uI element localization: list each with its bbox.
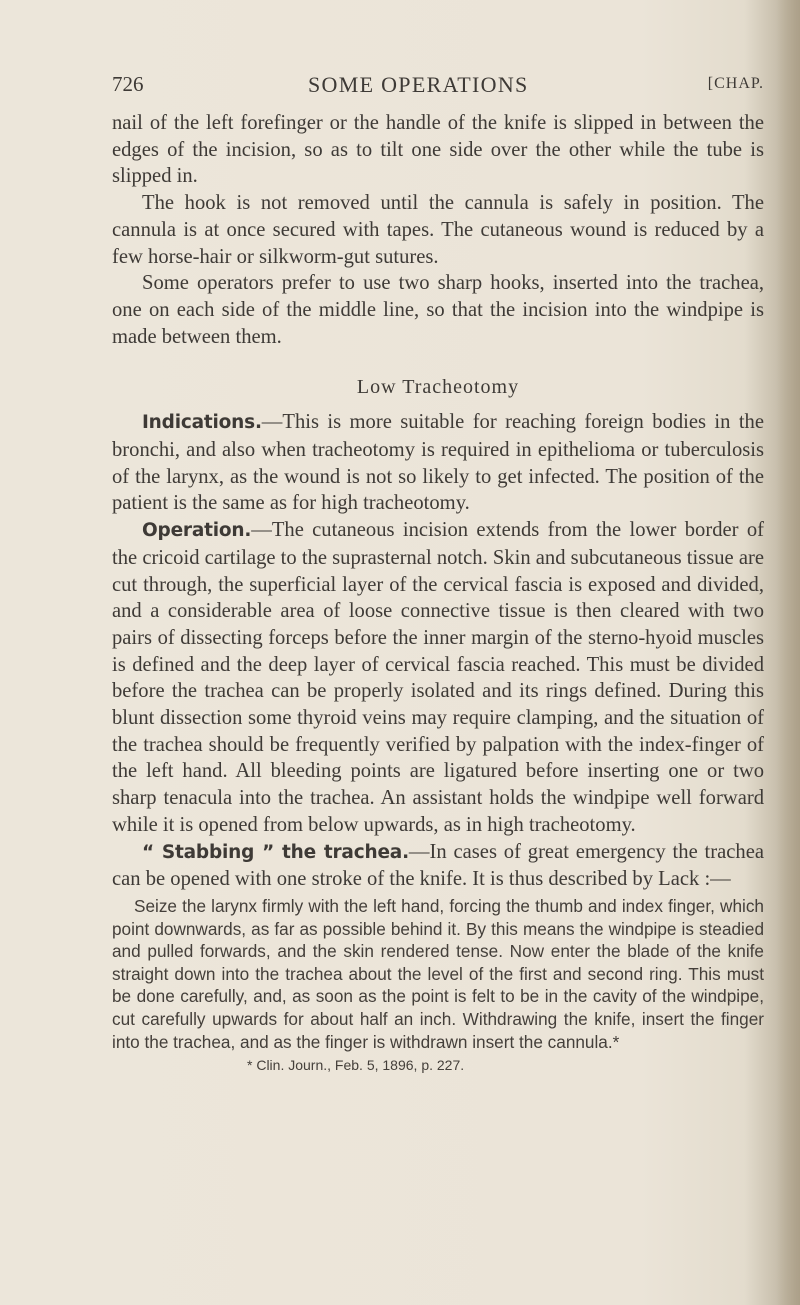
running-title: SOME OPERATIONS xyxy=(308,72,529,97)
indications-label: Indications. xyxy=(142,412,262,434)
paragraph-tube-insertion: nail of the left forefinger or the handle of the knife is slipped in between the edges of the incision, so as to tilt one side over the other while the tube is slipped in. xyxy=(112,112,764,188)
indications-text: —This is more suitable for reaching foreign bodies in the bronchi, and also when tracheotomy is required in epithelioma or tuberculosis of the larynx, as the wound is not so likely to get infected. The position of the patient is the same as for high tracheotomy. xyxy=(112,411,764,515)
paragraph-operation xyxy=(112,517,764,838)
page-content xyxy=(112,72,764,1073)
paragraph-two-hooks: Some operators prefer to use two sharp hooks, inserted into the trachea, one on each side of the middle line, so that the incision into the windpipe is made between them. xyxy=(112,272,764,348)
operation-label: Operation. xyxy=(142,520,252,542)
operation-text: —The cutaneous incision extends from the lower border of the cricoid cartilage to the suprasternal notch. Skin and subcutaneous tissue are cut through, the superficial layer of the cervical fascia is exposed and divided, and a considerable area of loose connective tissue is then cleared with two pairs of dissecting forceps before the inner margin of the sterno-hyoid muscles is defined and the deep layer of cervical fascia reached. This must be divided before the trachea can be properly isolated and its rings defined. During this blunt dissection some thyroid veins may require clamping, and the situation of the trachea should be frequently verified by palpation with the index-finger of the left hand. All bleeding points are ligatured before inserting one or two sharp tenacula into the trachea. An assistant holds the windpipe well forward while it is opened from below upwards, as in high tracheotomy. xyxy=(112,519,764,836)
paragraph-cannula-secured: The hook is not removed until the cannula is safely in position. The cannula is at once secured with tapes. The cutaneous wound is reduced by a few horse-hair or silkworm-gut sutures. xyxy=(112,192,764,268)
paragraph-indications xyxy=(112,409,764,517)
quoted-passage-lack: Seize the larynx firmly with the left hand, forcing the thumb and index finger, which point downwards, as far as possible behind it. By this means the windpipe is steadied and pulled forwards, and the skin rendered tense. Now enter the blade of the knife straight down into the trachea about the level of the first and second ring. This must be done carefully, and, as soon as the point is felt to be in the cavity of the windpipe, cut carefully upwards for about half an inch. Withdrawing the knife, insert the finger into the trachea, and as the finger is withdrawn insert the cannula.* xyxy=(112,895,764,1052)
paragraph-stabbing xyxy=(112,839,764,893)
section-heading-low-tracheotomy: Low Tracheotomy xyxy=(356,376,520,399)
page-edge-shadow xyxy=(776,0,800,1305)
footnote: * Clin. Journ., Feb. 5, 1896, p. 227. xyxy=(247,1057,465,1074)
page-number: 726 xyxy=(112,72,144,96)
stabbing-text: —In cases of great emergency the trachea can be opened with one stroke of the knife. It is thus described by Lack :— xyxy=(112,840,764,891)
running-head xyxy=(112,72,764,104)
chapter-marker: [CHAP. xyxy=(707,75,764,92)
stabbing-label: “ Stabbing ” the trachea. xyxy=(142,841,409,863)
